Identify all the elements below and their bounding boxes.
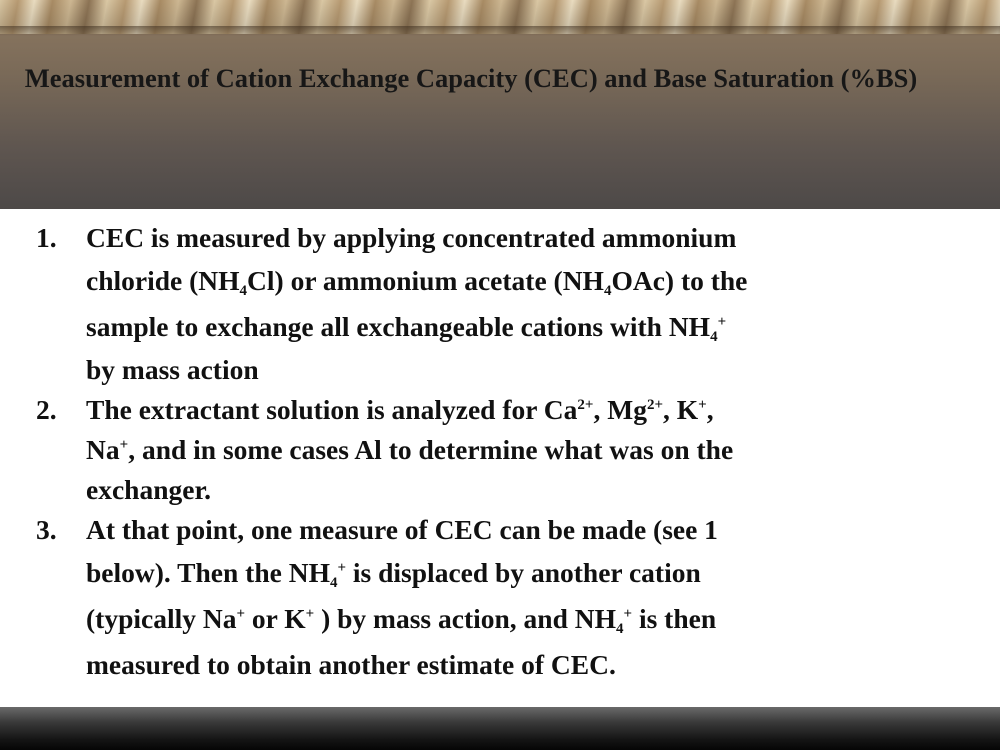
list-line: by mass action — [86, 354, 259, 385]
strip-shadow — [0, 26, 1000, 36]
subscript: 4 — [603, 283, 612, 299]
list-line: Na+, and in some cases Al to determine what was on the — [86, 434, 734, 465]
superscript: + — [236, 606, 246, 622]
superscript: + — [337, 560, 347, 576]
superscript: 2+ — [577, 397, 594, 413]
superscript: + — [119, 437, 129, 453]
slide-footer-bar — [0, 707, 1000, 750]
list-line: (typically Na+ or K+ ) by mass action, and $NH_4^+$ is then — [86, 603, 717, 637]
slide-header — [0, 0, 1000, 209]
list-number: 1. — [36, 222, 57, 253]
list-item-2 — [36, 390, 936, 510]
superscript: + — [698, 397, 707, 413]
list-line: At that point, one measure of CEC can be made (see 1 — [86, 514, 718, 545]
list-line: The extractant solution is analyzed for $Ca^{2+}$, $Mg^{2+}$, K+, — [86, 394, 714, 425]
list-line: measured to obtain another estimate of CEC. — [86, 649, 616, 680]
list-line: below). Then the $NH_4^+$ is displaced by another cation — [86, 557, 701, 591]
subscript: 4 — [329, 575, 338, 591]
subscript: 4 — [710, 329, 718, 345]
subscript: 4 — [239, 283, 248, 299]
list-line: sample to exchange all exchangeable cations with $NH_4^+$ — [86, 311, 727, 345]
list-line: CEC is measured by applying concentrated ammonium — [86, 222, 737, 253]
list-item-1 — [36, 218, 936, 390]
superscript: 2+ — [646, 397, 664, 413]
superscript: + — [623, 606, 633, 622]
slide-title: Measurement of Cation Exchange Capacity (CEC) and Base Saturation (%BS) — [24, 63, 918, 93]
superscript: + — [717, 314, 727, 330]
list-number: 2. — [36, 394, 57, 425]
list-line: exchanger. — [86, 474, 212, 505]
list-line: chloride $(NH_4Cl)$ or ammonium acetate $(NH_4OAc)$ to the — [86, 265, 748, 299]
slide-body — [36, 218, 936, 688]
list-number: 3. — [36, 514, 57, 545]
superscript: + — [305, 606, 315, 622]
subscript: 4 — [616, 621, 624, 637]
list-item-3 — [36, 510, 936, 688]
